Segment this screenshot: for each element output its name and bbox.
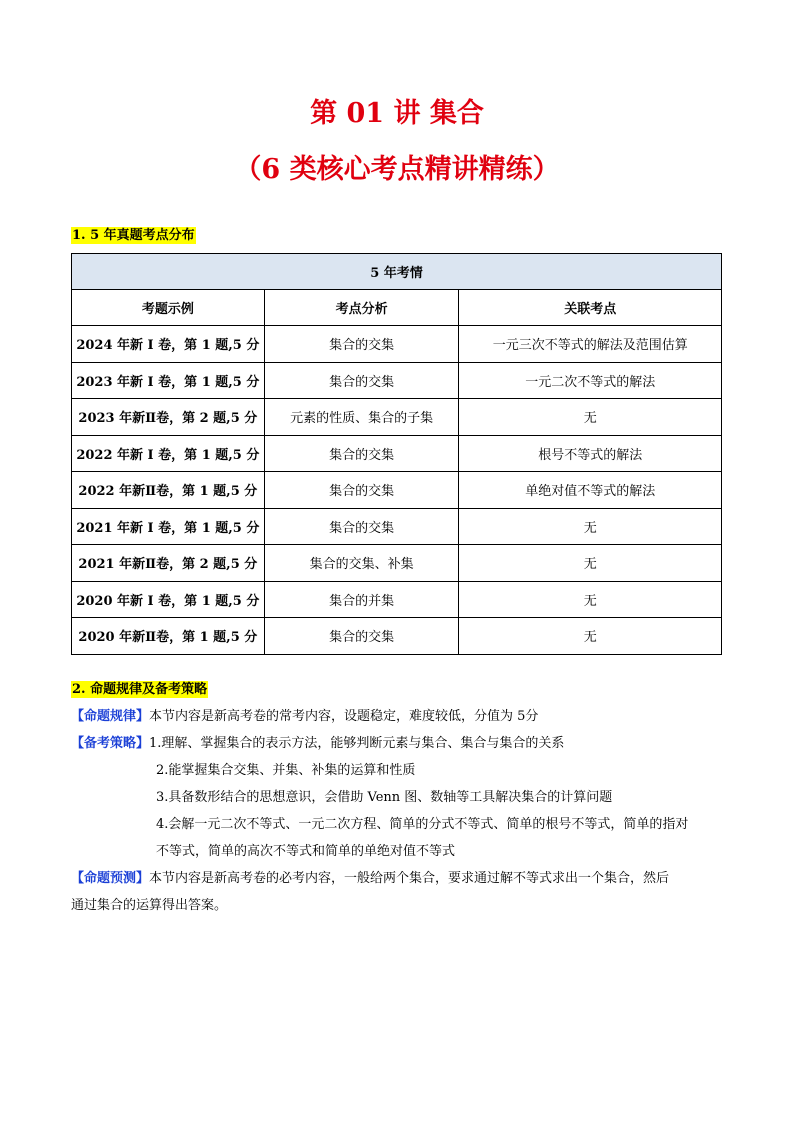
table-row (72, 545, 722, 582)
table-row (72, 435, 722, 472)
cell-exam-example: 2024 年新 I 卷，第 1 题,5 分 (72, 326, 265, 363)
table-caption-row (72, 254, 722, 290)
table-row (72, 362, 722, 399)
cell-exam-example: 2020 年新Ⅱ卷，第 1 题,5 分 (72, 618, 265, 655)
prediction-text-continuation: 通过集合的运算得出答案。 (71, 898, 228, 913)
section-heading-exam-distribution: 1. 5 年真题考点分布 (72, 228, 195, 243)
prediction-text: 本节内容是新高考卷的必考内容，一般给两个集合，要求通过解不等式求出一个集合，然后 (149, 871, 670, 886)
table-caption: 5 年考情 (72, 254, 722, 290)
cell-related-topic: 单绝对值不等式的解法 (459, 472, 722, 509)
cell-exam-example: 2022 年新 I 卷，第 1 题,5 分 (72, 435, 265, 472)
cell-topic-analysis: 集合的交集 (264, 618, 459, 655)
table-row (72, 326, 722, 363)
strategy-paragraph (71, 730, 564, 757)
strategy-item: 2.能掌握集合交集、并集、补集的运算和性质 (156, 763, 416, 778)
cell-related-topic: 无 (459, 545, 722, 582)
table-row (72, 508, 722, 545)
strategy-item: 3.具备数形结合的思想意识，会借助 Venn 图、数轴等工具解决集合的计算问题 (156, 790, 613, 805)
cell-topic-analysis: 集合的并集 (264, 581, 459, 618)
cell-topic-analysis: 集合的交集 (264, 508, 459, 545)
column-header-analysis: 考点分析 (264, 290, 459, 326)
cell-related-topic: 无 (459, 618, 722, 655)
cell-related-topic: 一元三次不等式的解法及范围估算 (459, 326, 722, 363)
cell-topic-analysis: 集合的交集 (264, 362, 459, 399)
cell-topic-analysis: 集合的交集 (264, 472, 459, 509)
cell-topic-analysis: 集合的交集、补集 (264, 545, 459, 582)
cell-exam-example: 2023 年新Ⅱ卷，第 2 题,5 分 (72, 399, 265, 436)
cell-exam-example: 2021 年新Ⅱ卷，第 2 题,5 分 (72, 545, 265, 582)
rule-text: 本节内容是新高考卷的常考内容，设题稳定，难度较低，分值为 5分 (149, 709, 539, 724)
table-header-row (72, 290, 722, 326)
cell-exam-example: 2020 年新 I 卷，第 1 题,5 分 (72, 581, 265, 618)
cell-topic-analysis: 集合的交集 (264, 326, 459, 363)
prediction-tag: 【命题预测】 (71, 871, 150, 886)
section-heading-strategy: 2. 命题规律及备考策略 (72, 682, 208, 697)
page-title: 第 01 讲 集合 (310, 98, 484, 129)
strategy-item-continuation: 不等式，简单的高次不等式和简单的单绝对值不等式 (156, 844, 456, 859)
cell-related-topic: 无 (459, 399, 722, 436)
table-row (72, 581, 722, 618)
cell-related-topic: 根号不等式的解法 (459, 435, 722, 472)
exam-distribution-table (71, 253, 722, 655)
strategy-item: 1.理解、掌握集合的表示方法，能够判断元素与集合、集合与集合的关系 (149, 736, 565, 751)
column-header-related: 关联考点 (459, 290, 722, 326)
table-row (72, 399, 722, 436)
prediction-paragraph (71, 865, 669, 892)
column-header-example: 考题示例 (72, 290, 265, 326)
cell-related-topic: 无 (459, 508, 722, 545)
cell-related-topic: 一元二次不等式的解法 (459, 362, 722, 399)
table-row (72, 618, 722, 655)
cell-related-topic: 无 (459, 581, 722, 618)
cell-topic-analysis: 集合的交集 (264, 435, 459, 472)
cell-exam-example: 2023 年新 I 卷，第 1 题,5 分 (72, 362, 265, 399)
page-subtitle: （6 类核心考点精讲精练） (234, 154, 560, 185)
cell-exam-example: 2021 年新 I 卷，第 1 题,5 分 (72, 508, 265, 545)
cell-topic-analysis: 元素的性质、集合的子集 (264, 399, 459, 436)
rule-tag: 【命题规律】 (71, 709, 150, 724)
table-row (72, 472, 722, 509)
strategy-item: 4.会解一元二次不等式、一元二次方程、简单的分式不等式、简单的根号不等式，简单的指对 (156, 817, 689, 832)
cell-exam-example: 2022 年新Ⅱ卷，第 1 题,5 分 (72, 472, 265, 509)
rule-paragraph (71, 703, 538, 730)
strategy-tag: 【备考策略】 (71, 736, 150, 751)
